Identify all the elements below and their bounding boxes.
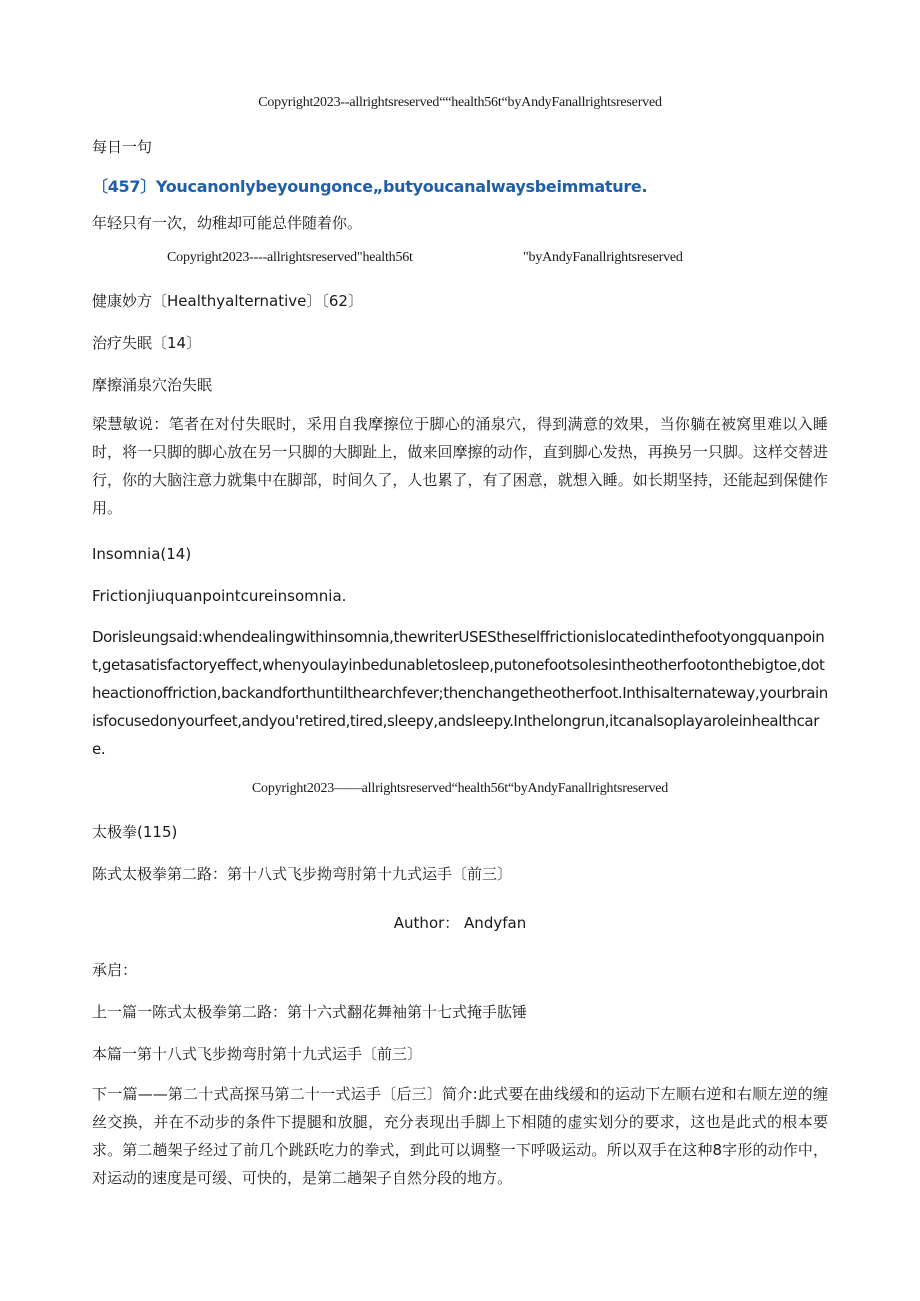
intro-label: 承启：	[92, 961, 138, 979]
health-topic: 摩擦涌泉穴治失眠	[92, 376, 213, 394]
health-paragraph-en: Dorisleungsaid:whendealingwithinsomnia,thewriterUSEStheselffrictionislocatedinthefootyongquanpoint,getasatisfactoryeffect,whenyoulayinbedunabletosleep,putonefootsolesintheotherfootonthebigtoe,dotheactionoffriction,backandforthuntilthearchfever;thenchangetheotherfoot.Inthisalternateway,yourbrainisfocusedonyourfeet,andyou'retired,tired,sleepy,andsleepy.Inthelongrun,itcanalsoplayaroleinhealthcare.	[92, 628, 828, 758]
copyright-mid-right: "byAndyFanallrightsreserved	[523, 250, 683, 265]
daily-title: 每日一句	[92, 138, 153, 156]
author-line: Author： Andyfan	[393, 914, 527, 932]
copyright-mid-left: Copyright2023----allrightsreserved"health56t	[167, 250, 413, 265]
health-sub-title: 治疗失眠〔14〕	[92, 334, 202, 352]
current-article: 本篇一第十八式飞步拗弯肘第十九式运手〔前三〕	[92, 1045, 423, 1063]
health-topic-en: Frictionjiuquanpointcureinsomnia.	[92, 587, 347, 605]
daily-quote	[92, 177, 647, 197]
taiji-section-title: 太极拳(115)	[92, 823, 178, 841]
next-article-intro: 下一篇——第二十式高探马第二十一式运手〔后三〕简介:此式要在曲线缓和的运动下左顺右逆和右顺左逆的缠丝交换，并在不动步的条件下提腿和放腿，充分表现出手脚上下相随的虚实划分的要求，这也是此式的根本要求。第二趟架子经过了前几个跳跃吃力的拳式，到此可以调整一下呼吸运动。所以双手在这种8字形的动作中，对运动的速度是可缓、可快的，是第二趟架子自然分段的地方。	[92, 1085, 828, 1187]
taiji-lesson-title: 陈式太极拳第二路：第十八式飞步拗弯肘第十九式运手〔前三〕	[92, 865, 513, 883]
previous-article: 上一篇一陈式太极拳第二路：第十六式翻花舞袖第十七式掩手肱锤	[92, 1003, 528, 1021]
daily-quote-translation: 年轻只有一次，幼稚却可能总伴随着你。	[92, 214, 363, 232]
copyright-header: Copyright2023--allrightsreserved““health56t“byAndyFanallrightsreserved	[258, 95, 662, 110]
health-paragraph-cn: 梁慧敏说：笔者在对付失眠时，采用自我摩擦位于脚心的涌泉穴，得到满意的效果，当你躺在被窝里难以入睡时，将一只脚的脚心放在另一只脚的大脚趾上，做来回摩擦的动作，直到脚心发热，再换另一只脚。这样交替进行，你的大脑注意力就集中在脚部，时间久了，人也累了，有了困意，就想入睡。如长期坚持，还能起到保健作用。	[92, 415, 828, 517]
health-title-en: Insomnia(14)	[92, 545, 192, 563]
quote-english: Youcanonlybeyoungonce„butyoucanalwaysbeimmature.	[155, 177, 648, 196]
quote-number: 〔457〕	[92, 177, 156, 196]
copyright-bottom: Copyright2023——allrightsreserved“health56t“byAndyFanallrightsreserved	[251, 781, 669, 796]
health-section-title: 健康妙方〔Healthyalternative〕〔62〕	[92, 292, 363, 310]
